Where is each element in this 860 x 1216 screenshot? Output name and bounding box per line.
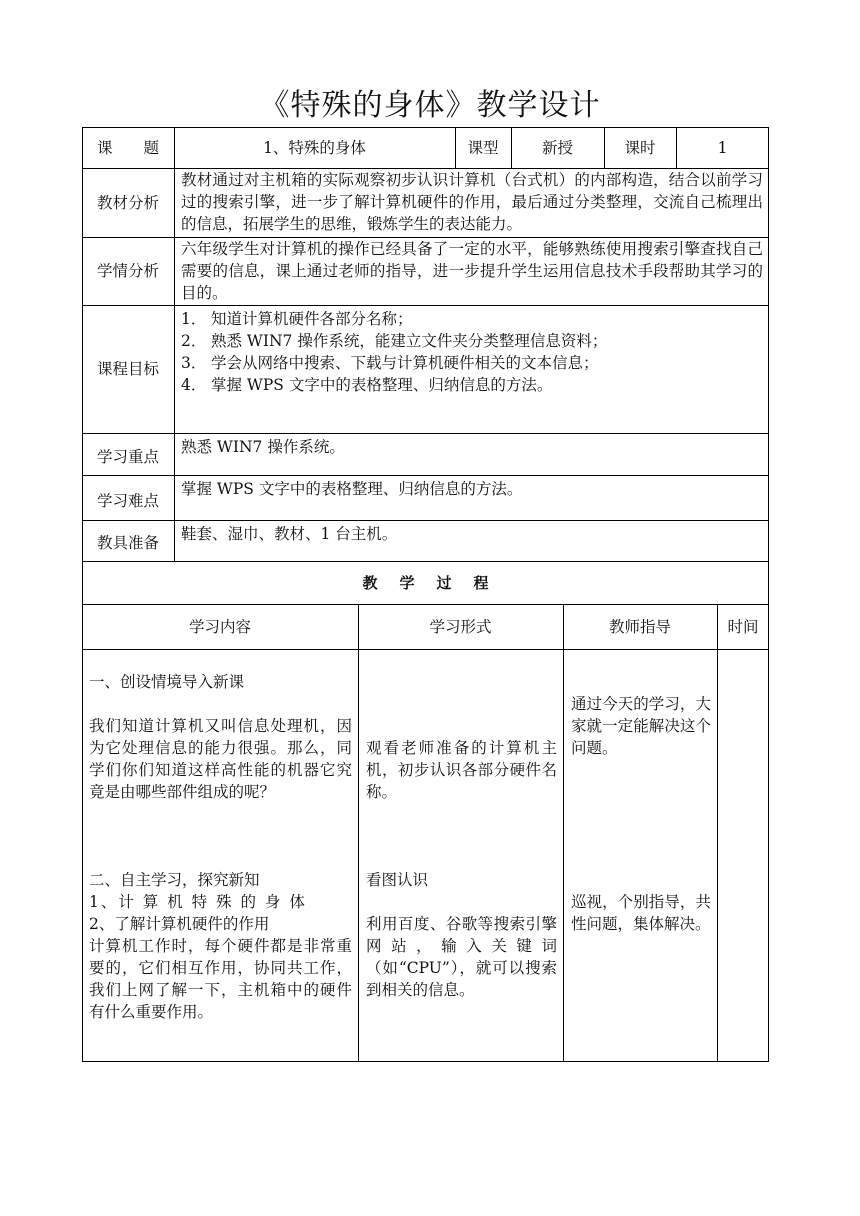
goals-items [174,305,769,396]
goal-item [181,374,769,396]
goal-item [181,308,769,330]
col-header-form: 学习形式 [429,617,492,636]
document-title: 《特殊的身体》教学设计 [259,88,601,123]
students-text: 六年级学生对计算机的操作已经具备了一定的水平，能够熟练使用搜索引擎查找自己需要的信息，课上通过老师的指导，进一步提升学生运用信息技术手段帮助其学习的目的。 [181,240,763,302]
section2-item2: 2、了解计算机硬件的作用 [89,915,270,933]
material-text: 教材通过对主机箱的实际观察初步认识计算机（台式机）的内部构造，结合以前学习过的搜索引擎，进一步了解计算机硬件的作用，最后通过分类整理，交流自己梳理出的信息，拓展学生的思维，锻炼学生的表达能力。 [181,171,763,233]
section2-title: 二、自主学习，探究新知 [89,871,260,889]
col-header-guide: 教师指导 [608,617,671,636]
section2-body: 计算机工作时，每个硬件都是非常重要的，它们相互作用，协同共工作，我们上网了解一下，主机箱中的硬件有什么重要作用。 [89,937,352,1021]
lesson-label [82,127,174,168]
goal-text: 熟悉 WIN7 操作系统，能建立文件夹分类整理信息资料； [211,332,608,350]
tools-label: 教具准备 [96,533,159,552]
form-search: 利用百度、谷歌等搜索引擎网站，输入关键词（如“CPU”），就可以搜索到相关的信息。 [366,915,557,999]
process-heading-text: 教学过程 [362,573,511,592]
goal-text: 学会从网络中搜索、下载与计算机硬件相关的文本信息； [211,354,599,372]
section1-body: 我们知道计算机又叫信息处理机，因为它处理信息的能力很强。那么，同学们你们知道这样高性能的机器它究竟是由哪些部件组成的呢？ [89,717,352,801]
col-header-time: 时间 [727,617,759,636]
col-divider [717,604,718,1062]
goal-number: 3． [181,354,207,372]
goal-number: 4． [181,376,207,394]
guide-tour: 巡视，个别指导，共性问题，集体解决。 [571,893,711,933]
type-value: 新授 [541,138,573,157]
period-label: 课时 [624,138,656,157]
goal-text: 掌握 WPS 文字中的表格整理、归纳信息的方法。 [211,376,553,394]
type-label: 课型 [467,138,499,157]
process-heading [82,561,769,604]
goal-text: 知道计算机硬件各部分名称； [211,310,413,328]
difficulty-label: 学习难点 [96,491,159,510]
guide-intro: 通过今天的学习，大家就一定能解决这个问题。 [571,695,711,757]
goal-item [181,330,769,352]
goal-item [181,352,769,374]
period-value: 1 [717,138,728,157]
focus-label: 学习重点 [96,448,159,466]
students-label: 学情分析 [96,262,159,280]
section2-item1: 1、计 算 机 特 殊 的 身 体 [89,893,307,911]
goals-label: 课程目标 [96,360,159,378]
difficulty-text: 掌握 WPS 文字中的表格整理、归纳信息的方法。 [181,480,523,498]
goal-number: 1． [181,310,207,328]
process-content [82,649,358,1062]
process-guide [563,649,717,1062]
material-label: 教材分析 [96,193,159,212]
lesson-label-text: 课 题 [96,138,159,157]
tools-text: 鞋套、湿巾、教材、1 台主机。 [181,525,398,543]
goals-list [174,305,769,433]
lesson-title-text: 1、特殊的身体 [263,138,366,157]
focus-text: 熟悉 WIN7 操作系统。 [181,438,345,456]
lesson-title-value [174,127,455,168]
goal-number: 2． [181,332,207,350]
col-header-content: 学习内容 [188,617,251,636]
section1-title: 一、创设情境导入新课 [89,673,245,691]
form-picture: 看图认识 [366,871,429,889]
form-observe: 观看老师准备的计算机主机，初步认识各部分硬件名称。 [366,739,557,801]
process-form [358,649,563,1062]
